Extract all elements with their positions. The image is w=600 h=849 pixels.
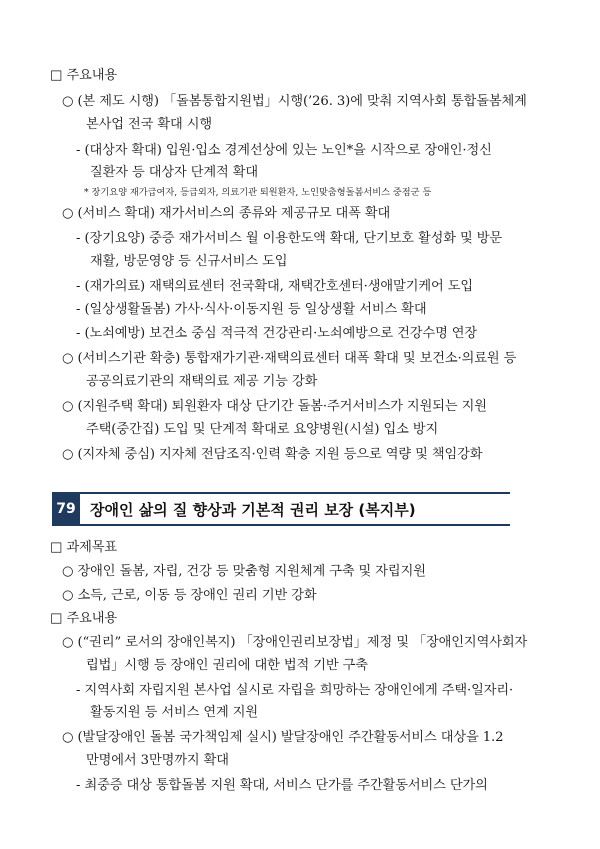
sub-item: - (재가의료) 재택의료센터 전국확대, 재택간호센터·생애말기케어 도입 (76, 279, 473, 294)
sub-item: - (노쇠예방) 보건소 중심 적극적 건강관리·노쇠예방으로 건강수명 연장 (76, 326, 478, 341)
sub-item-continuation: 활동지원 등 서비스 연계 지원 (90, 705, 259, 720)
sub-item: - (대상자 확대) 입원·입소 경계선상에 있는 노인*을 시작으로 장애인·정신 (76, 143, 492, 158)
bullet-item: ○ (발달장애인 돌봄 국가책임제 실시) 발달장애인 주간활동서비스 대상을 1.2 (62, 730, 504, 745)
bullet-continuation: 만명에서 3만명까지 확대 (86, 753, 229, 768)
sub-item: - (일상생활돌봄) 가사·식사·이동지원 등 일상생활 서비스 확대 (76, 302, 427, 317)
bullet-continuation: 본사업 전국 확대 시행 (86, 117, 213, 132)
section-heading-main-content: □ 주요내용 (50, 611, 118, 626)
bullet-continuation: 립법」시행 등 장애인 권리에 대한 법적 기반 구축 (86, 658, 368, 673)
bullet-item: ○ (지자체 중심) 지자체 전담조직·인력 확충 지원 등으로 역량 및 책임강화 (62, 447, 483, 462)
footnote: * 장기요양 재가급여자, 등급외자, 의료기관 퇴원환자, 노인맞춤형돌봄서비스 중점군 등 (84, 187, 432, 198)
bullet-item: ○ (서비스 확대) 재가서비스의 종류와 제공규모 대폭 확대 (62, 206, 391, 221)
bullet-item: ○ (본 제도 시행) 「돌봄통합지원법」시행(’26. 3)에 맞춰 지역사회 통합돌봄체계 (62, 94, 527, 109)
task-number-badge: 79 (52, 492, 80, 526)
bullet-continuation: 공공의료기관의 재택의료 제공 기능 강화 (86, 374, 318, 389)
task-title: 장애인 삶의 질 향상과 기본적 권리 보장 (복지부) (90, 501, 416, 519)
sub-item-continuation: 질환자 등 대상자 단계적 확대 (90, 165, 259, 180)
header-bottom-rule (80, 524, 510, 526)
header-top-rule (80, 492, 510, 494)
sub-item-continuation: 재활, 방문영양 등 신규서비스 도입 (90, 254, 288, 269)
bullet-continuation: 주택(중간집) 도입 및 단계적 확대로 요양병원(시설) 입소 방지 (86, 422, 439, 437)
sub-item: - 최중증 대상 통합돌봄 지원 확대, 서비스 단가를 주간활동서비스 단가의 (76, 778, 488, 793)
sub-item: - (장기요양) 중증 재가서비스 월 이용한도액 확대, 단기보호 활성화 및 방문 (76, 231, 502, 246)
bullet-item: ○ 장애인 돌봄, 자립, 건강 등 맞춤형 지원체계 구축 및 자립지원 (62, 564, 426, 579)
bullet-item: ○ (서비스기관 확충) 통합재가기관·재택의료센터 대폭 확대 및 보건소·의료원 등 (62, 351, 517, 366)
bullet-item: ○ (지원주택 확대) 퇴원환자 대상 단기간 돌봄·주거서비스가 지원되는 지원 (62, 399, 487, 414)
section-heading-main-content: □ 주요내용 (50, 68, 118, 83)
bullet-item: ○ 소득, 근로, 이동 등 장애인 권리 기반 강화 (62, 588, 317, 603)
section-heading-goals: □ 과제목표 (50, 540, 118, 555)
bullet-item: ○ (“권리” 로서의 장애인복지) 「장애인권리보장법」제정 및 「장애인지역사회자 (62, 635, 528, 650)
task-header (52, 492, 510, 526)
sub-item: - 지역사회 자립지원 본사업 실시로 자립을 희망하는 장애인에게 주택·일자리· (76, 683, 514, 698)
